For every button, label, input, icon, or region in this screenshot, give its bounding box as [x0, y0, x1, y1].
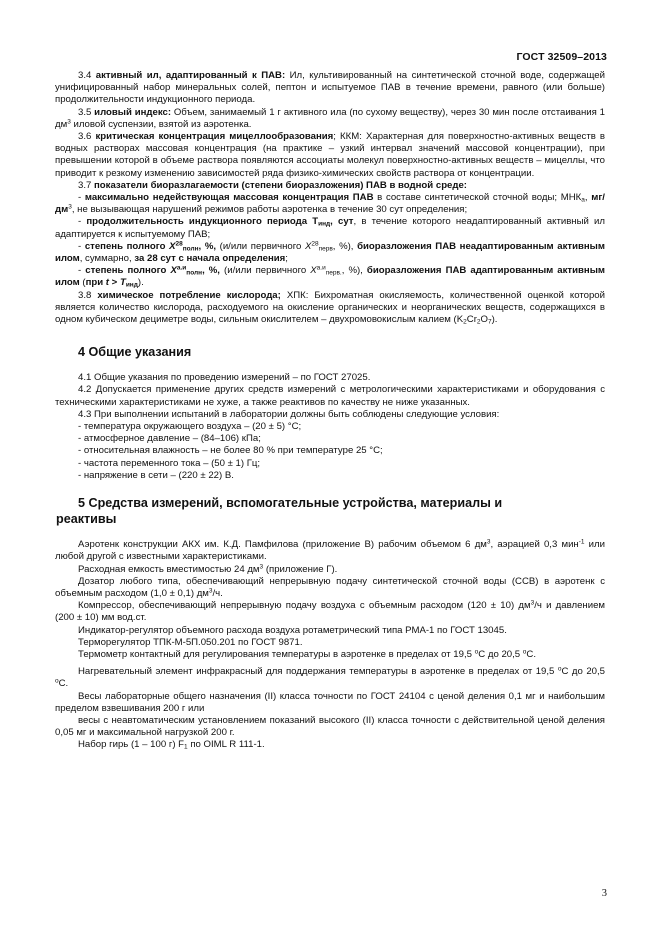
- equipment-item: Расходная емкость вместимостью 24 $дм^3$ (приложение Г).: [78, 563, 338, 575]
- section-4-heading: 4 Общие указания: [78, 345, 192, 360]
- standard-code-header: ГОСТ 32509–2013: [516, 51, 607, 63]
- definition-3-7-item-2: - продолжительность индукционного периода $T_{инд}$, сут, в течение которого неадаптированный активный ил адаптируется к испытуемому ПАВ;: [55, 216, 605, 240]
- equipment-item: Термометр контактный для регулирования температуры в аэротенке в пределах от 19,5 $^о$С до 20,5 $^о$С.: [78, 648, 536, 660]
- equipment-item: Компрессор, обеспечивающий непрерывную подачу воздуха с объемным расходом (120 ± 10) $дм^3/ч$ и давлением (200 ± 10) мм вод.ст.: [55, 599, 606, 624]
- definition-3-7-item-4: - степень полного $X^{а.и}_{полн}$, %, (и/или первичного $X^{а.и}_{перв.}$, %), биоразложения ПАВ адаптированным активным илом (при $t > T_{инд}$).: [55, 264, 605, 289]
- equipment-item: Индикатор-регулятор объемного расхода воздуха ротаметрический типа РМА-1 по ГОСТ 13045.: [78, 624, 507, 636]
- definition-3-7-item-3: - степень полного $X^{28}_{полн}$, %, (и/или первичного $X^{28}_{перв}$, %), биоразложения ПАВ неадаптированным активным илом, суммарно, за 28 сут с начала определения;: [55, 240, 605, 265]
- page-number: 3: [601, 888, 607, 899]
- condition-item: - относительная влажность – не более 80 % при температуре 25 °С;: [78, 445, 383, 457]
- condition-item: - напряжение в сети – (220 ± 22) В.: [78, 469, 234, 481]
- clause-4-2: 4.2 Допускается применение других средств измерений с метрологическими характеристиками и оборудования с техническими характеристиками не хуже, а также реактивов по качеству не ниже указанных.: [55, 384, 605, 408]
- definition-3-7-item-1: - максимально недействующая массовая концентрация ПАВ в составе синтетической сточной воды; $МНК_а$, $мг/дм^3$, не вызывающая нарушений режимов работы аэротенка в течение 30 сут определения;: [55, 192, 605, 216]
- term: иловый индекс:: [94, 106, 172, 118]
- equipment-item: Весы лабораторные общего назначения (II) класса точности по ГОСТ 24104 с ценой деления 0,1 мг и наибольшим пределом взвешивания 200 г или: [55, 690, 605, 714]
- term: химическое потребление кислорода;: [97, 289, 281, 301]
- condition-item: - атмосферное давление – (84–106) кПа;: [78, 433, 261, 445]
- document-body: [55, 70, 605, 752]
- term: активный ил, адаптированный к ПАВ:: [95, 70, 286, 81]
- section-5-heading: 5 Средства измерений, вспомогательные устройства, материалы и реактивы: [56, 496, 503, 527]
- definition-3-7: 3.7 показатели биоразлагаемости (степени биоразложения) ПАВ в водной среде:: [78, 179, 468, 191]
- equipment-item: Набор гирь (1 – 100 г) $F_1$ по OIML R 111-1.: [78, 739, 265, 751]
- definition-3-4: 3.4 активный ил, адаптированный к ПАВ: Ил, культивированный на синтетической сточной воде, содержащей унифицированный набор минеральных солей, пептон и испытуемое ПАВ в течение времени, равного (или больше) продолжительности индукционного периода.: [55, 70, 606, 106]
- equipment-item: Дозатор любого типа, обеспечивающий непрерывную подачу синтетической сточной воды (ССВ) в аэротенк с объемным расходом (1,0 ± 0,1) $дм^3/ч$.: [55, 575, 605, 599]
- equipment-item: Нагревательный элемент инфракрасный для поддержания температуры в аэротенке в пределах от 19,5 $^о$С до 20,5 $^о$С.: [55, 665, 605, 690]
- definition-3-6: 3.6 критическая концентрация мицеллообразования; ККМ: Характерная для поверхностно-активных веществ в водных растворах массовая концентрация (на практике – узкий интервал значений массовой концентрации), при превышении которой в объеме раствора появляются ассоциаты молекул поверхностно-активных веществ – мицеллы, что приводит к резкому изменению зависимостей ряда физико-химических свойств раствора от концентрации.: [55, 131, 605, 179]
- term: критическая концентрация мицеллообразования: [95, 131, 334, 143]
- equipment-item: Аэротенк конструкции АКХ им. К.Д. Памфилова (приложение В) рабочим объемом 6 $дм^3$, аэрацией 0,3 мин$^{-1}$ или любой другой с известными характеристиками.: [55, 538, 606, 563]
- term: показатели биоразлагаемости (степени биоразложения) ПАВ в водной среде:: [94, 179, 468, 191]
- clause-4-1: 4.1 Общие указания по проведению измерений – по ГОСТ 27025.: [78, 372, 371, 384]
- clause-4-3: 4.3 При выполнении испытаний в лаборатории должны быть соблюдены следующие условия:: [78, 408, 500, 420]
- condition-item: - температура окружающего воздуха – (20 ± 5) °С;: [78, 421, 302, 433]
- condition-item: - частота переменного тока – (50 ± 1) Гц;: [78, 457, 261, 469]
- definition-3-5: 3.5 иловый индекс: Объем, занимаемый 1 г активного ила (по сухому веществу), через 30 мин после отстаивания 1 $дм^3$ иловой суспензии, взятой из аэротенка.: [55, 106, 606, 130]
- equipment-item: Терморегулятор ТПК-М-5П.050.201 по ГОСТ 9871.: [78, 636, 303, 648]
- definition-3-8: 3.8 химическое потребление кислорода; ХПК: Бихроматная окисляемость, количественной оценкой которой является количество кислорода, расходуемого на окисление органических и неорганических веществ, содержащихся в одном кубическом дециметре воды, сильным окислителем – двухромовокислым калием $(K_2Cr_2O_7)$.: [55, 289, 605, 326]
- equipment-item: весы с неавтоматическим установлением показаний высокого (II) класса точности с действительной ценой деления 0,05 мг и максимальной нагрузкой 200 г.: [55, 714, 605, 739]
